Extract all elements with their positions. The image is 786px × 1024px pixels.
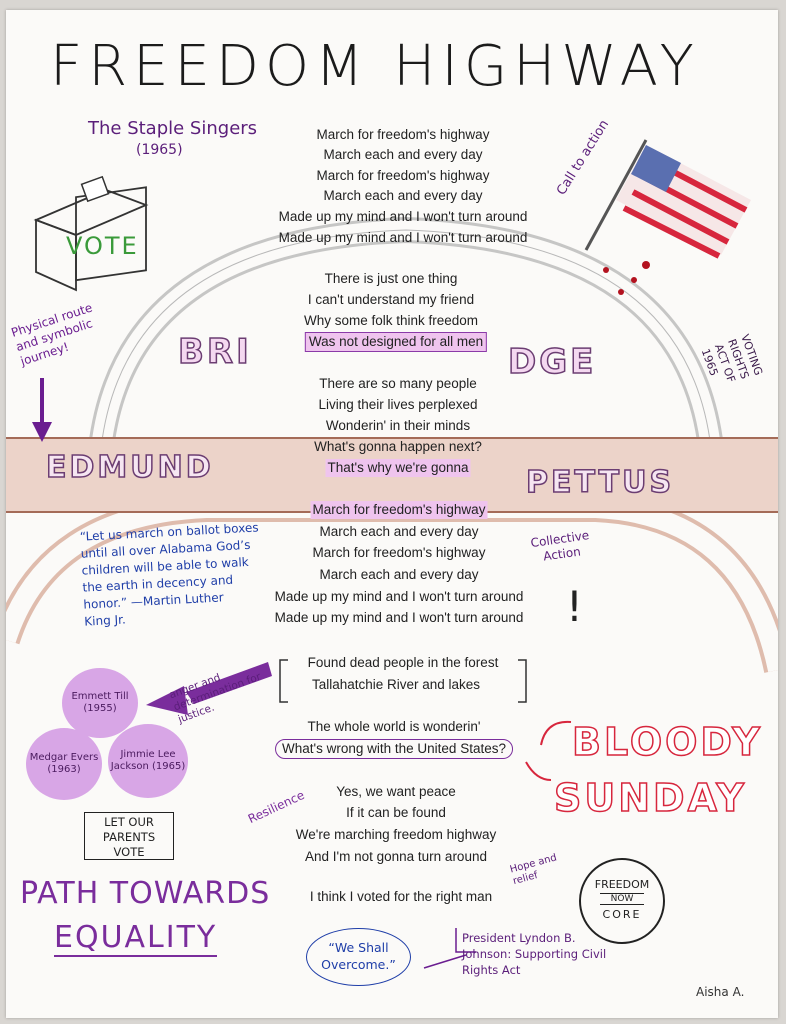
lyric-line: March each and every day <box>323 188 483 203</box>
poster-paper <box>6 10 778 1018</box>
lyric-line: Yes, we want peace <box>336 784 456 799</box>
lyric-line: March for freedom's highway <box>316 127 490 142</box>
lyric-line-highlighted: March for freedom's highway <box>312 502 486 517</box>
bridge-name-right: PETTUS <box>526 465 675 500</box>
lyric-line: Made up my mind and I won't turn around <box>274 589 524 604</box>
lyric-line: Wonderin' in their minds <box>325 418 471 433</box>
artist-name: The Staple Singers <box>88 118 258 139</box>
exclamation-mark: ! <box>566 582 583 631</box>
lyric-line: And I'm not gonna turn around <box>305 849 487 864</box>
medgar-evers-circle: Medgar Evers (1963) <box>26 728 102 800</box>
lyric-line: I think I voted for the right man <box>309 889 493 904</box>
path-towards-line1: PATH TOWARDS <box>20 876 271 911</box>
collective-action-note: Collective Action <box>529 528 591 564</box>
lyric-line: I can't understand my friend <box>307 292 475 307</box>
lyric-line: Made up my mind and I won't turn around <box>278 209 528 224</box>
quote-line: until all over Alabama God’s <box>80 537 251 561</box>
lyric-line: There are so many people <box>319 376 477 391</box>
emmett-till-circle: Emmett Till (1955) <box>62 668 138 738</box>
lyric-line: March each and every day <box>323 147 483 162</box>
lyric-line: March for freedom's highway <box>316 168 490 183</box>
badge-now: NOW <box>600 893 644 905</box>
we-shall-overcome-bubble: “We Shall Overcome.” <box>306 928 411 986</box>
resilience-note: Resilience <box>245 787 307 827</box>
quote-line: honor.” —Martin Luther <box>83 590 224 612</box>
quote-line: “Let us march on ballot boxes <box>79 520 259 544</box>
lyric-line: Why some folk think freedom <box>303 313 479 328</box>
artist-signature: Aisha A. <box>696 985 745 999</box>
quote-line: children will be able to walk <box>81 554 250 578</box>
mlk-quote <box>79 519 263 630</box>
hope-relief-note: Hope and relief <box>508 852 559 888</box>
president-note: President Lyndon B. Johnson: Supporting Civil Rights Act <box>462 931 607 977</box>
quote-line: King Jr. <box>83 612 127 629</box>
lyric-line: The whole world is wonderin' <box>307 719 481 734</box>
vote-label: VOTE <box>66 232 139 260</box>
artist-year: (1965) <box>136 142 183 158</box>
jimmie-lee-jackson-circle: Jimmie Lee Jackson (1965) <box>108 724 188 798</box>
bridge-word-left: BRI <box>178 332 252 372</box>
lyric-line-highlighted: That's why we're gonna <box>327 460 469 475</box>
lyric-line: Living their lives perplexed <box>318 397 478 412</box>
bridge-word-right: DGE <box>508 342 597 382</box>
lyric-line-highlighted: Was not designed for all men <box>305 332 487 352</box>
badge-freedom: FREEDOM <box>594 878 650 891</box>
lyric-line: March for freedom's highway <box>312 545 486 560</box>
physical-route-note: Physical route and symbolic journey! <box>9 300 95 369</box>
lyric-line: Tallahatchie River and lakes <box>311 677 481 692</box>
let-our-parents-vote-sign: LET OUR PARENTS VOTE <box>84 812 174 860</box>
lyric-line: What's gonna happen next? <box>314 439 482 454</box>
path-towards-line2: EQUALITY <box>54 920 218 955</box>
anger-note: anger and determination for justice. <box>167 670 263 726</box>
badge-core: CORE <box>602 908 642 921</box>
lyric-line: Made up my mind and I won't turn around <box>274 610 524 625</box>
poster-title: FREEDOM HIGHWAY <box>50 34 700 99</box>
voting-rights-note: VOTING RIGHTS ACT OF 1965 <box>698 332 766 385</box>
lyric-line: March each and every day <box>319 567 479 582</box>
bloody-sunday-word2: SUNDAY <box>554 776 747 820</box>
quote-line: the earth in decency and <box>82 572 234 595</box>
lyric-line: March each and every day <box>319 524 479 539</box>
lyric-line: We're marching freedom highway <box>295 827 497 842</box>
lyric-line: Made up my mind and I won't turn around <box>278 230 528 245</box>
call-to-action-note: Call to action <box>554 117 613 198</box>
lyric-line: If it can be found <box>346 805 446 820</box>
lyric-line: What's wrong with the United States? <box>275 739 513 759</box>
lyric-line: Found dead people in the forest <box>307 655 499 670</box>
bloody-sunday-word1: BLOODY <box>572 720 763 764</box>
lyric-line: There is just one thing <box>324 271 458 286</box>
bridge-name-left: EDMUND <box>46 450 214 485</box>
